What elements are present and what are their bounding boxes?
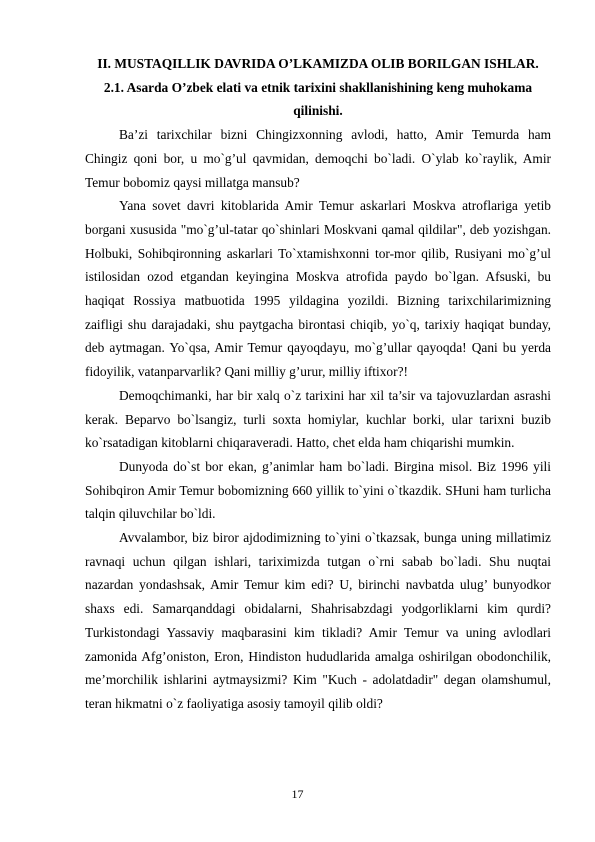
paragraph: Dunyoda do`st bor ekan, g’animlar ham bo`ladi. Birgina misol. Biz 1996 yili Sohibqiron Amir Temur bobomizning 660 yillik to`yini o`tkazdik. SHuni ham turlicha talqin qiluvchilar bo`ldi. — [85, 458, 551, 522]
paragraph: Ba’zi tarixchilar bizni Chingizxonning avlodi, hatto, Amir Temurda ham Chingiz qoni bor, u mo`g’ul qavmidan, demoqchi bo`ladi. O`ylab ko`raylik, Amir Temur bobomiz qaysi millatga mansub? — [85, 127, 551, 190]
chapter-title: II. MUSTAQILLIK DAVRIDA O’LKAMIZDA OLIB BORILGAN ISHLAR. — [97, 56, 539, 71]
section-title: 2.1. Asarda O’zbek elati va etnik tarixini shakllanishining keng muhokama qilinishi. — [103, 79, 533, 119]
document-page — [85, 52, 551, 716]
paragraph: Avvalambor, biz biror ajdodimizning to`yini o`tkazsak, bunga uning millatimiz ravnaqi uchun qilgan ishlari, tariximizda tutgan o`rni sabab bo`ladi. Shu nuqtai nazardan yondashsak, Amir Temur kim edi? U, birinchi navbatda ulug’ bunyodkor shaxs edi. Samarqanddagi obidalarni, Shahrisabzdagi yodgorliklarni kim qurdi? Turkistondagi Yassaviy maqbarasini kim tikladi? Amir Temur va uning avlodlari zamonida Afg’oniston, Eron, Hindiston hududlarida amalga oshirilgan obodonchilik, me’morchilik ishlarini aytmaysizmi? Kim "Kuch - adolatdadir" degan olamshumul, teran hikmatni o`z faoliyatiga asosiy tamoyil qilib oldi? — [85, 530, 551, 711]
paragraph: Demoqchimanki, har bir xalq o`z tarixini har xil ta’sir va tajovuzlardan asrashi kerak. Beparvo bo`lsangiz, turli soxta homiylar, kuchlar borki, ular tarixni buzib ko`rsatadigan kitoblarni chiqaraveradi. Hatto, chet elda ham chiqarishi mumkin. — [85, 387, 551, 451]
page-number: 17 — [291, 787, 304, 801]
paragraph: Yana sovet davri kitoblarida Amir Temur askarlari Moskva atroflariga yetib borgani xususida "mo`g’ul-tatar qo`shinlari Moskvani qamal qildilar", deb yozishgan. Holbuki, Sohibqironning askarlari To`xtamishxonni tor-mor qilib, Rusiyani mo`g’ul istilosidan ozod etgandan keyingina Moskva atrofida paydo bo`lgan. Afsuski, bu haqiqat Rossiya matbuotida 1995 yildagina yozildi. Bizning tarixchilarimizning zaifligi shu darajadaki, shu paytgacha birontasi chiqib, yo`q, tarixiy haqiqat bunday, deb aytmagan. Yo`qsa, Amir Temur qayoqdayu, mo`g’ullar qayoqda! Qani bu yerda fidoyilik, vatanparvarlik? Qani milliy g’urur, milliy iftixor?! — [85, 198, 551, 380]
